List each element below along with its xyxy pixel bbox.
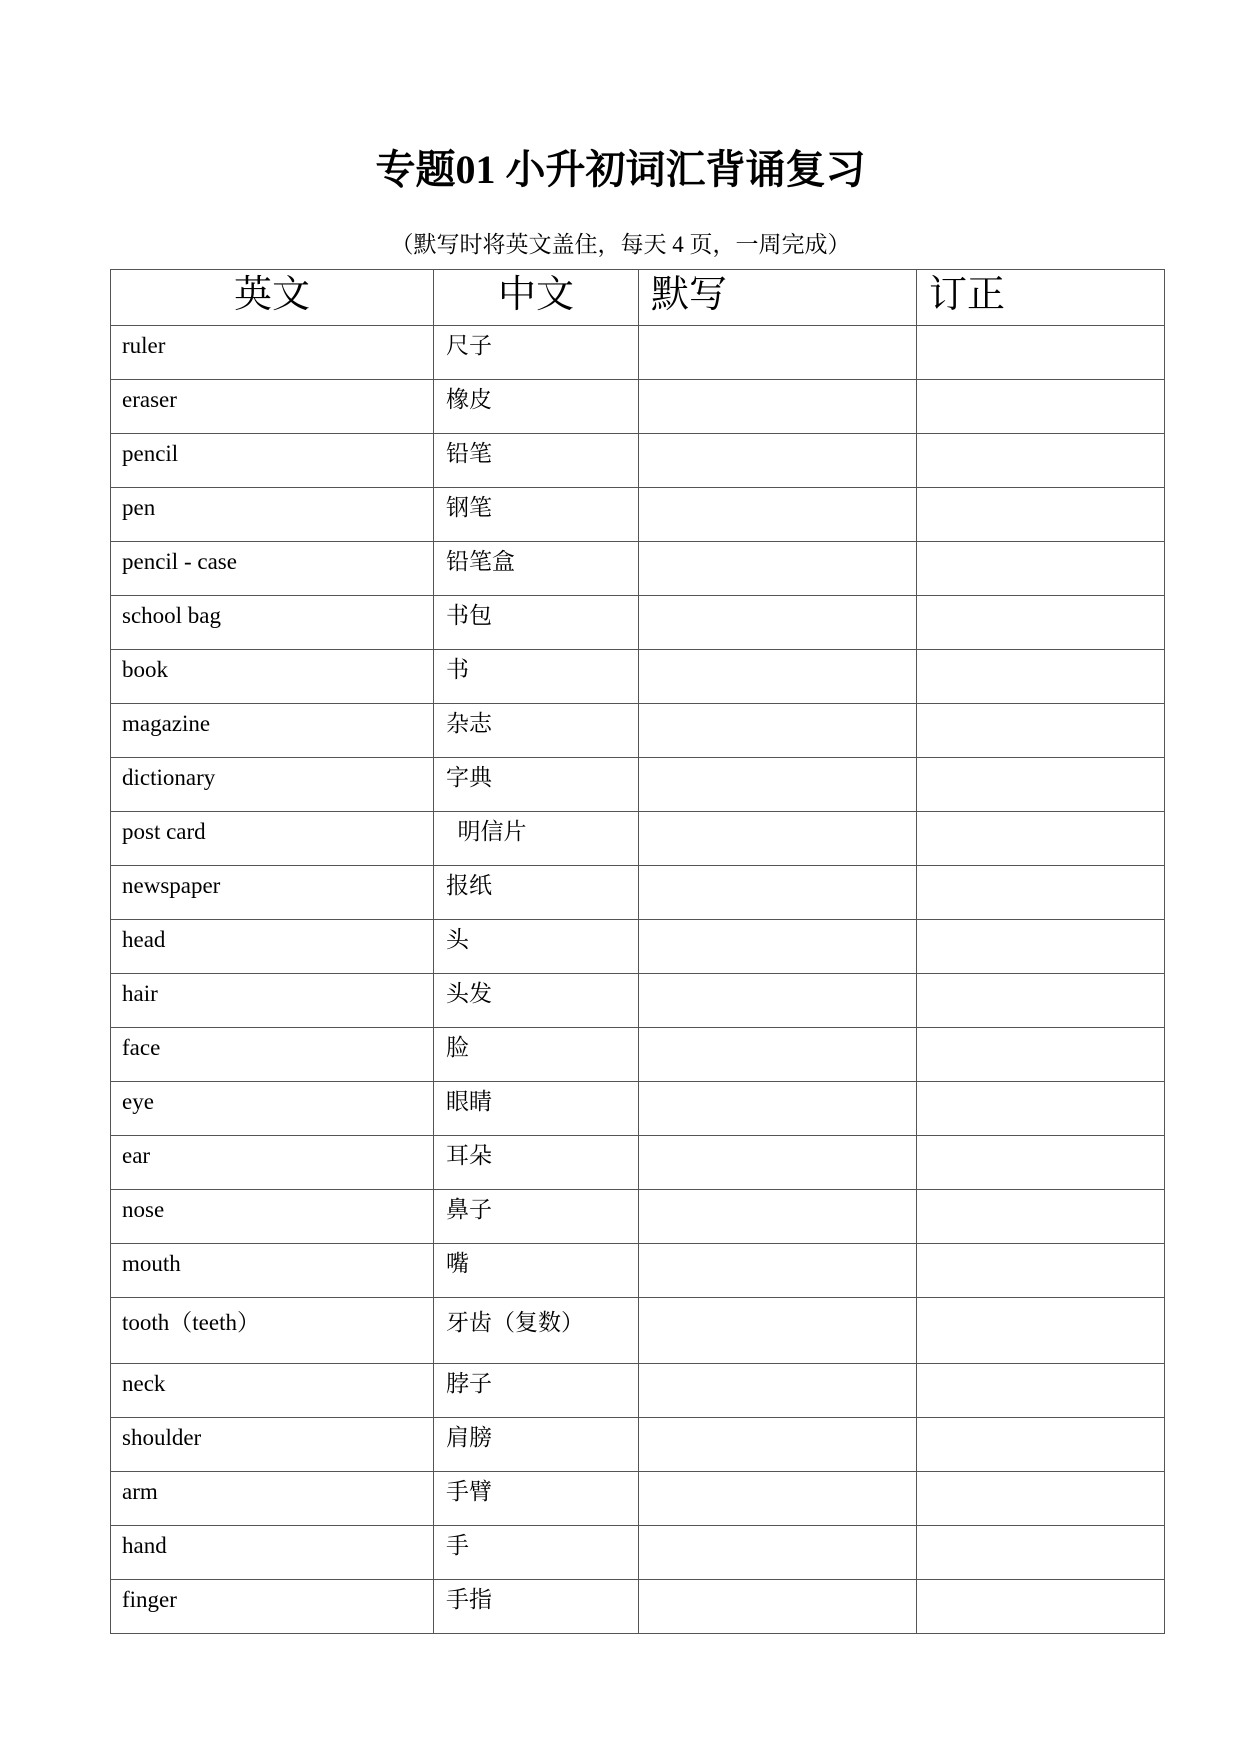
header-correction: 订正	[917, 270, 1165, 326]
dictation-cell[interactable]	[639, 380, 917, 434]
english-word-cell: tooth（teeth）	[111, 1298, 434, 1364]
table-row	[111, 1472, 1165, 1526]
dictation-cell[interactable]	[639, 920, 917, 974]
page-title	[0, 140, 1241, 200]
chinese-meaning-cell: 鼻子	[434, 1190, 639, 1244]
dictation-cell[interactable]	[639, 488, 917, 542]
correction-cell[interactable]	[917, 1298, 1165, 1364]
dictation-cell[interactable]	[639, 1190, 917, 1244]
table-row	[111, 704, 1165, 758]
table-row	[111, 1418, 1165, 1472]
table-row	[111, 326, 1165, 380]
title-suffix: 小升初词汇背诵复习	[505, 147, 866, 192]
table-row	[111, 1364, 1165, 1418]
correction-cell[interactable]	[917, 704, 1165, 758]
title-prefix: 专题	[375, 147, 456, 192]
dictation-cell[interactable]	[639, 326, 917, 380]
english-word-cell: dictionary	[111, 758, 434, 812]
chinese-meaning-cell: 手	[434, 1526, 639, 1580]
correction-cell[interactable]	[917, 1580, 1165, 1634]
table-row	[111, 812, 1165, 866]
correction-cell[interactable]	[917, 488, 1165, 542]
dictation-cell[interactable]	[639, 434, 917, 488]
chinese-meaning-cell: 杂志	[434, 704, 639, 758]
table-body	[111, 326, 1165, 1634]
table-row	[111, 1580, 1165, 1634]
dictation-cell[interactable]	[639, 1244, 917, 1298]
english-word-cell: head	[111, 920, 434, 974]
subtitle-instructions: （默写时将英文盖住，每天 4 页，一周完成）	[390, 232, 851, 257]
dictation-cell[interactable]	[639, 866, 917, 920]
english-word-cell: face	[111, 1028, 434, 1082]
english-word-cell: eraser	[111, 380, 434, 434]
dictation-cell[interactable]	[639, 1364, 917, 1418]
english-word-cell: ear	[111, 1136, 434, 1190]
table-row	[111, 596, 1165, 650]
header-chinese: 中文	[434, 270, 639, 326]
dictation-cell[interactable]	[639, 1298, 917, 1364]
chinese-meaning-cell: 嘴	[434, 1244, 639, 1298]
correction-cell[interactable]	[917, 1244, 1165, 1298]
correction-cell[interactable]	[917, 326, 1165, 380]
correction-cell[interactable]	[917, 974, 1165, 1028]
table-row	[111, 866, 1165, 920]
table-header-row	[111, 270, 1165, 326]
correction-cell[interactable]	[917, 434, 1165, 488]
table-row	[111, 1244, 1165, 1298]
chinese-meaning-cell: 眼睛	[434, 1082, 639, 1136]
chinese-meaning-cell: 明信片	[434, 812, 639, 866]
chinese-meaning-cell: 头发	[434, 974, 639, 1028]
dictation-cell[interactable]	[639, 1472, 917, 1526]
english-word-cell: arm	[111, 1472, 434, 1526]
chinese-meaning-cell: 耳朵	[434, 1136, 639, 1190]
english-word-cell: shoulder	[111, 1418, 434, 1472]
english-word-cell: book	[111, 650, 434, 704]
correction-cell[interactable]	[917, 1418, 1165, 1472]
correction-cell[interactable]	[917, 1190, 1165, 1244]
table-row	[111, 1298, 1165, 1364]
table-row	[111, 1028, 1165, 1082]
correction-cell[interactable]	[917, 1136, 1165, 1190]
chinese-meaning-cell: 铅笔	[434, 434, 639, 488]
table-row	[111, 920, 1165, 974]
chinese-meaning-cell: 尺子	[434, 326, 639, 380]
english-word-cell: ruler	[111, 326, 434, 380]
english-word-cell: school bag	[111, 596, 434, 650]
chinese-meaning-cell: 头	[434, 920, 639, 974]
correction-cell[interactable]	[917, 596, 1165, 650]
table-row	[111, 1190, 1165, 1244]
vocabulary-table	[110, 269, 1165, 1634]
header-dictation: 默写	[639, 270, 917, 326]
english-word-cell: hand	[111, 1526, 434, 1580]
table-row	[111, 1136, 1165, 1190]
english-word-cell: pencil - case	[111, 542, 434, 596]
correction-cell[interactable]	[917, 812, 1165, 866]
english-word-cell: neck	[111, 1364, 434, 1418]
chinese-meaning-cell: 报纸	[434, 866, 639, 920]
table-row	[111, 488, 1165, 542]
english-word-cell: post card	[111, 812, 434, 866]
chinese-meaning-cell: 铅笔盒	[434, 542, 639, 596]
dictation-cell[interactable]	[639, 1418, 917, 1472]
english-word-cell: hair	[111, 974, 434, 1028]
correction-cell[interactable]	[917, 758, 1165, 812]
dictation-cell[interactable]	[639, 542, 917, 596]
chinese-meaning-cell: 肩膀	[434, 1418, 639, 1472]
correction-cell[interactable]	[917, 1472, 1165, 1526]
dictation-cell[interactable]	[639, 1526, 917, 1580]
table-row	[111, 1082, 1165, 1136]
dictation-cell[interactable]	[639, 812, 917, 866]
chinese-meaning-cell: 脸	[434, 1028, 639, 1082]
chinese-meaning-cell: 橡皮	[434, 380, 639, 434]
table-row	[111, 974, 1165, 1028]
title-number: 01	[455, 147, 496, 192]
correction-cell[interactable]	[917, 866, 1165, 920]
header-english: 英文	[111, 270, 434, 326]
chinese-meaning-cell: 钢笔	[434, 488, 639, 542]
dictation-cell[interactable]	[639, 650, 917, 704]
english-word-cell: finger	[111, 1580, 434, 1634]
english-word-cell: eye	[111, 1082, 434, 1136]
dictation-cell[interactable]	[639, 1082, 917, 1136]
correction-cell[interactable]	[917, 920, 1165, 974]
correction-cell[interactable]	[917, 542, 1165, 596]
table-row	[111, 542, 1165, 596]
correction-cell[interactable]	[917, 380, 1165, 434]
english-word-cell: pen	[111, 488, 434, 542]
correction-cell[interactable]	[917, 1082, 1165, 1136]
english-word-cell: magazine	[111, 704, 434, 758]
dictation-cell[interactable]	[639, 974, 917, 1028]
dictation-cell[interactable]	[639, 704, 917, 758]
table-row	[111, 434, 1165, 488]
table-row	[111, 380, 1165, 434]
english-word-cell: mouth	[111, 1244, 434, 1298]
table-row	[111, 1526, 1165, 1580]
correction-cell[interactable]	[917, 1028, 1165, 1082]
chinese-meaning-cell: 字典	[434, 758, 639, 812]
table-row	[111, 650, 1165, 704]
dictation-cell[interactable]	[639, 1028, 917, 1082]
correction-cell[interactable]	[917, 1364, 1165, 1418]
chinese-meaning-cell: 脖子	[434, 1364, 639, 1418]
english-word-cell: pencil	[111, 434, 434, 488]
dictation-cell[interactable]	[639, 1136, 917, 1190]
dictation-cell[interactable]	[639, 596, 917, 650]
chinese-meaning-cell: 书包	[434, 596, 639, 650]
chinese-meaning-cell: 手臂	[434, 1472, 639, 1526]
chinese-meaning-cell: 牙齿（复数）	[434, 1298, 639, 1364]
english-word-cell: nose	[111, 1190, 434, 1244]
chinese-meaning-cell: 书	[434, 650, 639, 704]
correction-cell[interactable]	[917, 1526, 1165, 1580]
chinese-meaning-cell: 手指	[434, 1580, 639, 1634]
dictation-cell[interactable]	[639, 1580, 917, 1634]
english-word-cell: newspaper	[111, 866, 434, 920]
correction-cell[interactable]	[917, 650, 1165, 704]
dictation-cell[interactable]	[639, 758, 917, 812]
table-row	[111, 758, 1165, 812]
